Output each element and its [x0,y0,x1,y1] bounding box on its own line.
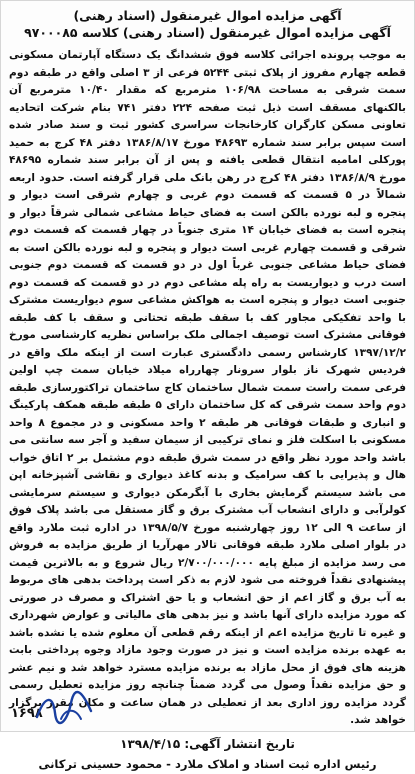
notice-footer [9,734,406,774]
notice-subtitle: آگهی مزایده اموال غیرمنقول (اسناد رهنی) کلاسه ۹۷۰۰۰۸۵ [24,25,391,40]
notice-title: آگهی مزایده اموال غیرمنقول (اسناد رهنی) [73,8,342,23]
reference-number: ۱۶۹۸ [11,706,43,721]
publication-date: تاریخ انتشار آگهی: ۱۳۹۸/۴/۱۵ [120,736,295,751]
notice-body: به موجب پرونده اجرائی کلاسه فوق ششدانگ یک دستگاه آپارتمان مسکونی قطعه چهارم مفروز از پلاک ثبتی ۵۲۴۴ فرعی از ۳ اصلی واقع در طبقه دوم سمت شرقی به مساحت ۱۰۶/۹۸ مترمربع که مقدار ۱۰/۴۰ مترمربع آن بالکنهای مسقف است ذیل ثبت صفحه ۲۲۴ دفتر ۷۴۱ بنام شرکت اتحادیه تعاونی مسکن کارگران کارخانجات سراسری کشور ثبت و سند صادر شده است سپس برابر سند شماره ۴۸۶۹۳ مورخ ۱۳۸۶/۸/۱۷ دفتر ۴۸ کرج به حمید پورکلی امامیه انتقال قطعی یافته و پس از آن برابر سند شماره ۴۸۶۹۵ مورخ ۱۳۸۶/۸/۹ دفتر ۴۸ کرج در رهن بانک ملی قرار گرفته است. حدود اربعه شمالاً در ۵ قسمت که قسمت دوم غربی و چهارم شرقی است دیوار و پنجره و لبه نورده بالکن است به فضای حیاط مشاعی شمالی شرقاً دیوار و پنجره است به فضای خیابان ۱۴ متری جنوباً در چهار قسمت که قسمت دوم شرقی و قسمت چهارم غربی است دیوار و پنجره و لبه نورده بالکن است به فضای حیاط مشاعی جنوبی غرباً اول در دو قسمت که قسمت دوم جنوبی است درب و دیواریست به راه پله مشاعی دوم در دو قسمت که قسمت دوم جنوبی است دیوار و پنجره است به هواکش مشاعی سوم دیواریست مشترک با واحد تفکیکی مجاور کف با سقف طبقه تحتانی و سقف با کف طبقه فوقانی مشترک است توصیف اجمالی ملک براساس نظریه کارشناسی مورخ ۱۳۹۷/۱۲/۲ کارشناس رسمی دادگستری عبارت است از اینکه ملک واقع در فردیس شهرک ناز بلوار سرونار چهارراه میلاد خیابان سمت چپ اولین فرعی سمت راست سمت شمال ساختمان کاج ساختمان تراکتورسازی طبقه دوم واحد سمت شرقی که کل ساختمان دارای ۵ طبقه طبقه همکف پارکینگ و انباری و طبقات فوقانی هر طبقه ۲ واحد مسکونی و در مجموع ۸ واحد مسکونی با اسکلت فلز و نمای ترکیبی از سیمان سفید و آجر سه سانتی می باشد واحد مورد نظر واقع در سمت شرق طبقه دوم مشتمل بر ۲ اتاق خواب هال و پذیرایی با کف سرامیک و بدنه کاغذ دیواری و نقاشی آشپزخانه اپن می باشد سیستم گرمایش بخاری با آبگرمکن دیواری و سیستم سرمایشی کولرآبی و دارای انشعاب آب مشترک برق و گاز مستقل می باشد پلاک فوق از ساعت ۹ الی ۱۲ روز چهارشنبه مورخ ۱۳۹۸/۵/۷ در اداره ثبت ملارد واقع در بلوار اصلی ملارد طبقه فوقانی تالار مهرآریا از طریق مزایده به فروش می رسد مزایده از مبلغ پایه ۲/۷۰۰/۰۰۰/۰۰۰ ریال شروع و به بالاترین قیمت پیشنهادی نقداً فروخته می شود لازم به ذکر است پرداخت بدهی های مربوط به آب برق و گاز اعم از حق انشعاب و یا حق اشتراک و مصرف در صورتی که مورد مزایده دارای آنها باشد و نیز بدهی های مالیاتی و عوارض شهرداری و غیره تا تاریخ مزایده اعم از اینکه رقم قطعی آن معلوم شده یا نشده باشد به عهده برنده مزایده است و نیز در صورت وجود مازاد وجوه پرداختی بابت هزینه های فوق از محل مازاد به برنده مزایده مسترد خواهد شد و نیم عشر و حق مزایده نقداً وصول می گردد ضمناً چنانچه روز مزایده تعطیل رسمی گردد مزایده روز اداری بعد از تعطیلی در همان ساعت و مکان مقرر برگزار خواهد شد. [9,49,407,726]
notice-header [9,7,406,41]
signature-line: رئیس اداره ثبت اسناد و املاک ملارد - محمود حسینی ترکانی [38,756,377,771]
